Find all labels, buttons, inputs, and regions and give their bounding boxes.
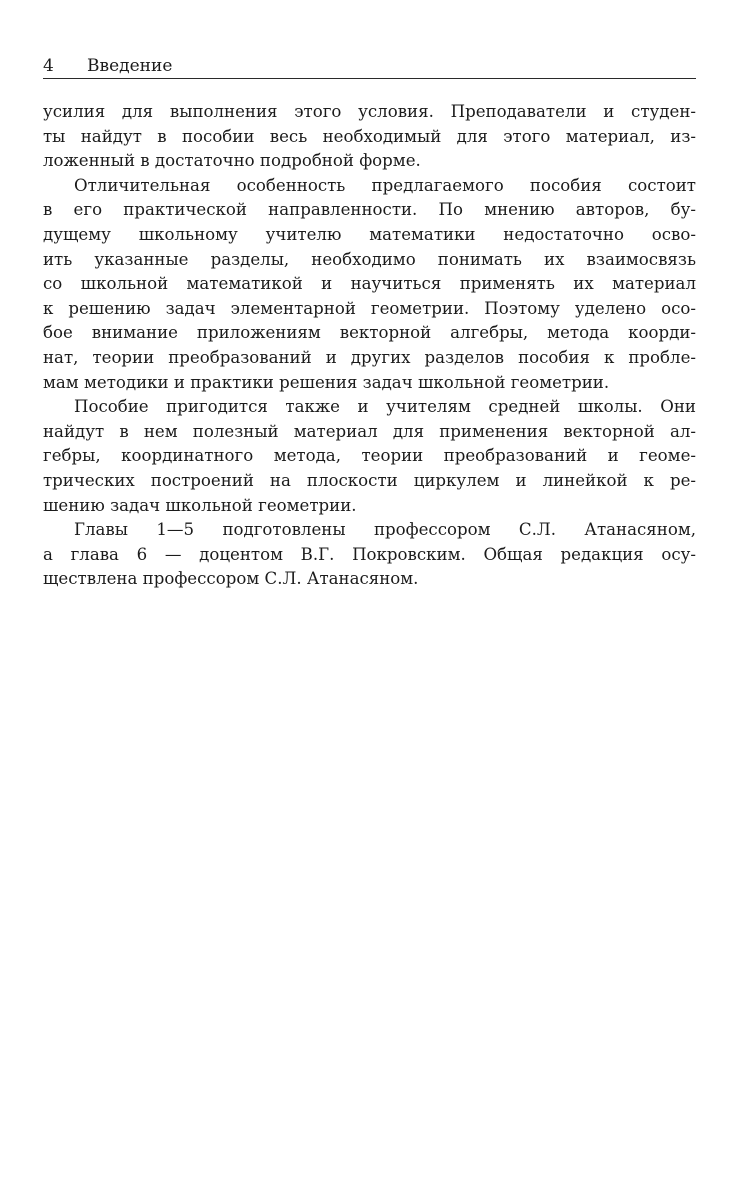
text-line: шению задач школьной геометрии. xyxy=(43,495,357,515)
text-line: нат, теории преобразований и других разделов пособия к пробле- xyxy=(43,347,696,367)
body-text xyxy=(43,100,696,592)
paragraph xyxy=(43,100,696,174)
text-line: в его практической направленности. По мнению авторов, бу- xyxy=(43,200,696,220)
text-line: усилия для выполнения этого условия. Преподаватели и студен- xyxy=(43,102,696,121)
running-header xyxy=(43,52,696,79)
text-line: Пособие пригодится также и учителям средней школы. Они xyxy=(74,397,696,417)
text-line: а глава 6 — доцентом В.Г. Покровским. Общая редакция осу- xyxy=(43,544,696,564)
text-line: к решению задач элементарной геометрии. Поэтому уделено осо- xyxy=(43,298,696,318)
page-number: 4 xyxy=(43,56,54,76)
text-line: дущему школьному учителю математики недостаточно осво- xyxy=(43,224,696,244)
text-line: трических построений на плоскости циркулем и линейкой к ре- xyxy=(43,470,696,490)
text-line: найдут в нем полезный материал для применения векторной ал- xyxy=(43,421,696,441)
section-title: Введение xyxy=(87,56,173,76)
paragraph xyxy=(43,395,696,518)
text-line: бое внимание приложениям векторной алгебры, метода коорди- xyxy=(43,323,696,343)
text-line: ить указанные разделы, необходимо понимать их взаимосвязь xyxy=(43,249,696,269)
text-line: гебры, координатного метода, теории преобразований и геоме- xyxy=(43,446,696,466)
text-line: со школьной математикой и научиться применять их материал xyxy=(43,274,696,294)
text-line: ществлена профессором С.Л. Атанасяном. xyxy=(43,569,419,589)
text-line: ты найдут в пособии весь необходимый для этого материал, из- xyxy=(43,126,696,146)
text-line: мам методики и практики решения задач школьной геометрии. xyxy=(43,372,610,392)
text-line: Главы 1—5 подготовлены профессором С.Л. Атанасяном, xyxy=(74,520,696,540)
text-line: Отличительная особенность предлагаемого пособия состоит xyxy=(74,175,696,195)
paragraph xyxy=(43,518,696,592)
text-line: ложенный в достаточно подробной форме. xyxy=(43,151,421,171)
paragraph xyxy=(43,174,696,395)
